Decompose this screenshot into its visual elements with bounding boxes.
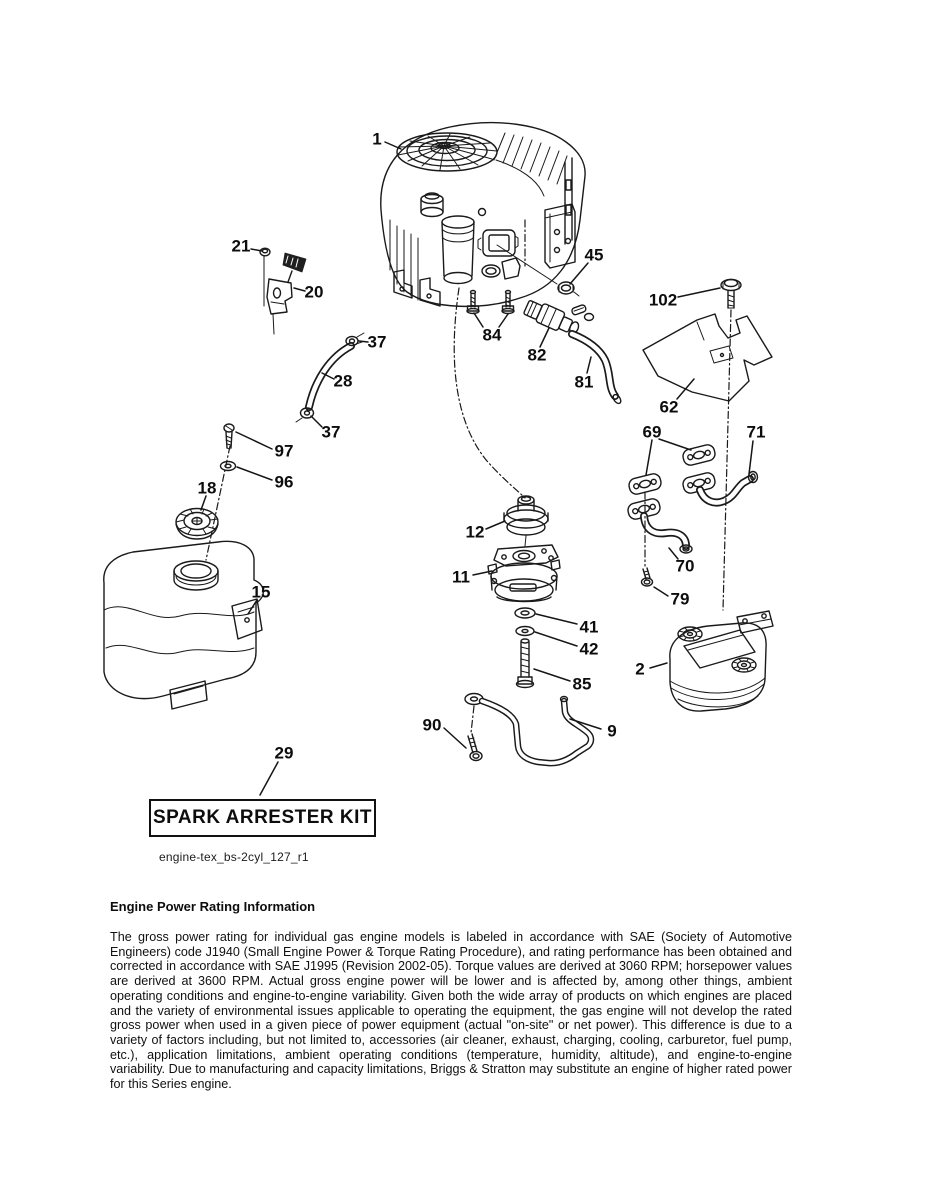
callout-label-2-24: 2 [635,659,645,679]
callout-label-62-10: 62 [659,397,679,417]
leader-line-79 [654,587,668,596]
leader-line-18 [201,496,206,510]
callout-label-9-27: 9 [607,721,617,741]
leader-line-71 [749,441,753,474]
callout-label-90-26: 90 [422,715,442,735]
callout-label-102-4: 102 [648,290,678,310]
leader-line-90 [444,728,466,748]
callout-label-85-25: 85 [572,674,592,694]
leader-line-69 [646,440,652,475]
leader-line-2 [650,663,667,668]
callout-label-71-13: 71 [746,422,766,442]
leader-line-85 [534,669,570,681]
callout-label-21-1: 21 [231,236,251,256]
callout-label-82-8: 82 [527,345,547,365]
leader-line-9 [570,719,601,729]
leader-line-12 [486,521,505,529]
callout-label-1-0: 1 [372,129,382,149]
leader-line-41 [536,614,577,624]
leader-line-45 [570,263,588,284]
leader-line-97 [236,432,272,449]
callout-label-97-14: 97 [274,441,294,461]
callout-label-28-6: 28 [333,371,353,391]
info-body: The gross power rating for individual gas engine models is labeled in accordance with SAE (Society of Automotive Engineers) code J1940 (Small Engine Power & Torque Rating Procedure), and rating performance has been obtained and corrected in accordance with SAE J1995 (Revision 2002-05). Torque values are derived at 3060 RPM; horsepower values are derived at 3600 RPM. Actual gross engine power will be lower and is affected by, among other things, ambient operating conditions and engine-to-engine variability. Given both the wide array of products on which engines are placed and the variety of environmental issues applicable to operating the equipment, the gas engine will not develop the rated gross power when used in a given piece of power equipment (actual "on-site" or net power). This difference is due to a variety of factors including, but not limited to, accessories (air cleaner, exhaust, charging, cooling, carburetor, fuel pump, etc.), application limitations, ambient operating conditions (temperature, humidity, altitude), and engine-to-engine variability. Due to manufacturing and capacity limitations, Briggs & Stratton may substitute an engine of higher rated power for this Series engine. [110,930,792,1092]
leader-line-42 [535,632,577,646]
leader-line-15 [248,600,257,614]
info-section [110,899,792,1092]
spark-arrester-kit-text: SPARK ARRESTER KIT [152,807,373,828]
leader-line-29 [260,762,278,795]
leader-line-11 [473,571,492,575]
callout-label-37-5: 37 [367,332,387,352]
leader-line-96 [237,467,272,480]
callout-label-29-28: 29 [274,743,294,763]
callout-label-81-9: 81 [574,372,594,392]
leader-line-20 [294,288,305,291]
callout-label-20-2: 20 [304,282,324,302]
callout-label-96-15: 96 [274,472,294,492]
callout-label-37-11: 37 [321,422,341,442]
callout-label-42-23: 42 [579,639,599,659]
leader-line-82 [540,328,549,347]
callout-label-70-19: 70 [675,556,695,576]
leader-line-81 [587,357,591,373]
callout-label-15-21: 15 [251,582,271,602]
leader-line-69 [659,439,691,450]
leader-line-102 [678,288,720,297]
callout-label-69-12: 69 [642,422,662,442]
leader-line-62 [677,379,694,399]
callout-label-45-3: 45 [584,245,604,265]
callout-label-18-16: 18 [197,478,217,498]
callout-label-11-18: 11 [452,567,470,587]
callout-label-84-7: 84 [482,325,502,345]
figure-file-reference: engine-tex_bs-2cyl_127_r1 [159,850,309,864]
callout-label-79-20: 79 [670,589,690,609]
leader-line-1 [385,142,401,149]
leader-line-37 [311,416,322,427]
spark-arrester-kit-label [149,799,376,837]
info-heading: Engine Power Rating Information [110,899,316,914]
leader-line-21 [251,249,262,251]
callout-label-41-22: 41 [579,617,599,637]
leader-line-28 [322,373,334,379]
callout-label-12-17: 12 [465,522,485,542]
